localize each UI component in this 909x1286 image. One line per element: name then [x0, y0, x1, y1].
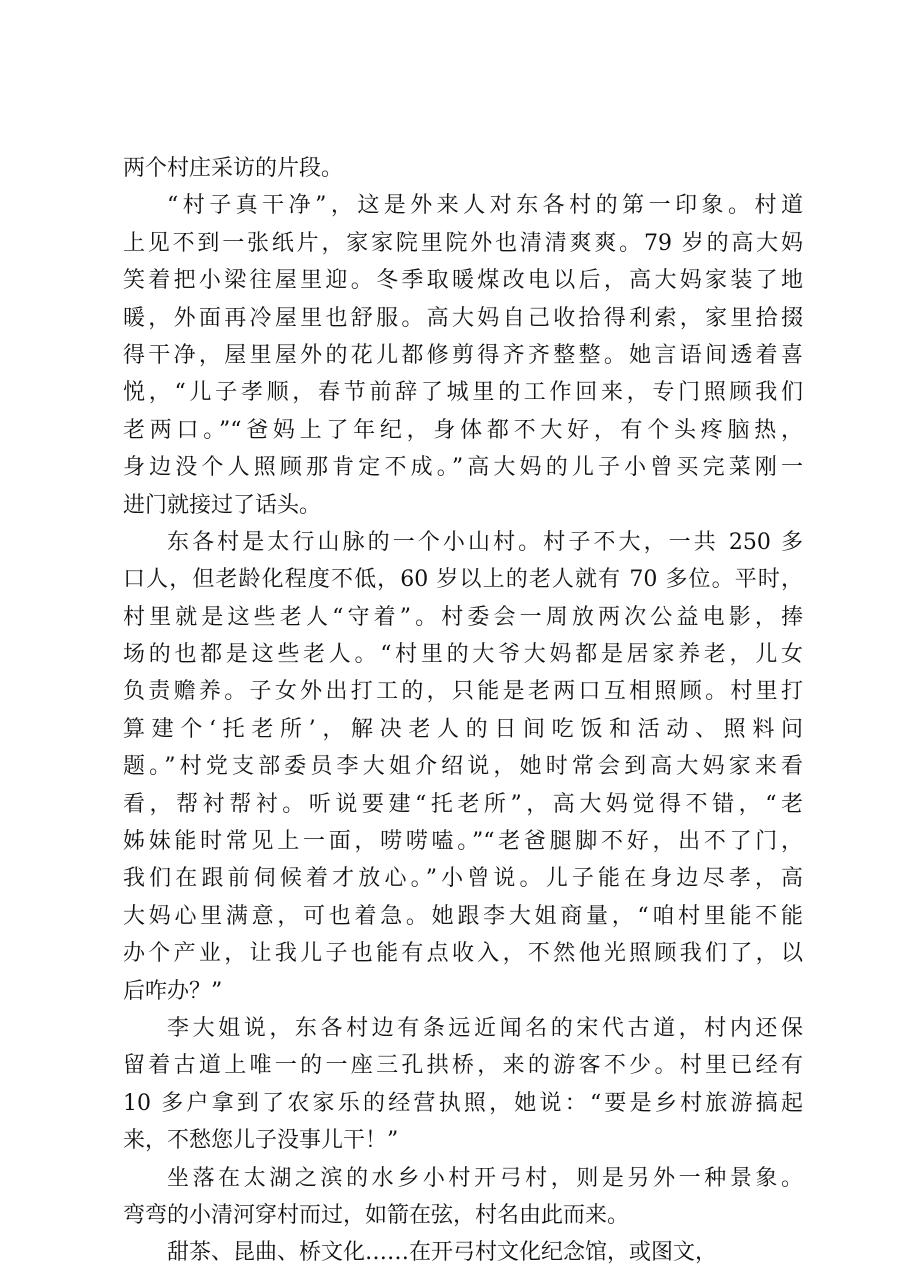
text-line: 笑着把小梁往屋里迎。冬季取暖煤改电以后，高大妈家装了地 [123, 268, 803, 294]
text-line: 题。”村党支部委员李大姐介绍说，她时常会到高大妈家来看 [123, 754, 803, 780]
text-line: 东各村是太行山脉的一个小山村。村子不大，一共 250 多 [167, 529, 803, 555]
text-line: 负责赡养。子女外出打工的，只能是老两口互相照顾。村里打 [123, 679, 803, 705]
text-line: 场的也都是这些老人。“村里的大爷大妈都是居家养老，儿女 [123, 642, 803, 668]
text-line: 姊妹能时常见上一面，唠唠嗑。”“老爸腿脚不好，出不了门， [123, 829, 803, 855]
text-line: 算建个‘托老所’，解决老人的日间吃饭和活动、照料问 [123, 716, 803, 742]
text-line: 10 多户拿到了农家乐的经营执照，她说：“要是乡村旅游搞起 [123, 1090, 803, 1116]
text-line: 坐落在太湖之滨的水乡小村开弓村，则是另外一种景象。 [167, 1165, 803, 1191]
text-line: 看，帮衬帮衬。听说要建“托老所”，高大妈觉得不错，“老 [123, 791, 803, 817]
text-line: 后咋办？” [123, 978, 223, 1004]
text-line: 弯弯的小清河穿村而过，如箭在弦，村名由此而来。 [123, 1202, 630, 1228]
text-line: 进门就接过了话头。 [123, 492, 322, 518]
text-line: 悦，“儿子孝顺，春节前辞了城里的工作回来，专门照顾我们 [123, 380, 803, 406]
article-body [123, 150, 803, 1272]
text-line: 暖，外面再冷屋里也舒服。高大妈自己收拾得利索，家里拾掇 [123, 305, 803, 331]
text-line: 来，不愁您儿子没事儿干！” [123, 1128, 399, 1154]
text-line: 村里就是这些老人“守着”。村委会一周放两次公益电影，捧 [123, 604, 803, 630]
text-line: 我们在跟前伺候着才放心。”小曾说。儿子能在身边尽孝，高 [123, 866, 803, 892]
text-line: 大妈心里满意，可也着急。她跟李大姐商量，“咱村里能不能 [123, 903, 803, 929]
text-line: 身边没个人照顾那肯定不成。”高大妈的儿子小曾买完菜刚一 [123, 455, 803, 481]
text-line: 李大姐说，东各村边有条远近闻名的宋代古道，村内还保 [167, 1015, 803, 1041]
text-line: “村子真干净”，这是外来人对东各村的第一印象。村道 [167, 193, 803, 219]
text-line: 得干净，屋里屋外的花儿都修剪得齐齐整整。她言语间透着喜 [123, 342, 803, 368]
text-line: 留着古道上唯一的一座三孔拱桥，来的游客不少。村里已经有 [123, 1053, 803, 1079]
text-line: 办个产业，让我儿子也能有点收入，不然他光照顾我们了，以 [123, 941, 803, 967]
text-line: 老两口。”“爸妈上了年纪，身体都不大好，有个头疼脑热， [123, 417, 803, 443]
text-line: 两个村庄采访的片段。 [123, 156, 344, 181]
text-line: 口人，但老龄化程度不低，60 岁以上的老人就有 70 多位。平时， [123, 567, 803, 593]
text-line: 甜茶、昆曲、桥文化……在开弓村文化纪念馆，或图文， [167, 1240, 718, 1266]
text-line: 上见不到一张纸片，家家院里院外也清清爽爽。79 岁的高大妈 [123, 230, 803, 256]
